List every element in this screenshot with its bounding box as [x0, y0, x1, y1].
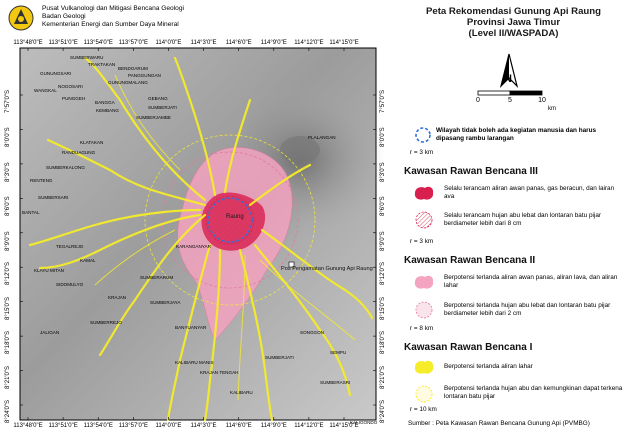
scale-tick-10: 10 — [538, 97, 546, 104]
coord-left-label: 8°0'0"S — [5, 127, 11, 148]
krb2-item-1: Berpotensi terlanda aliran awan panas, aliran lava, dan aliran lahar — [444, 274, 618, 289]
krb1-title: Kawasan Rawan Bencana I — [404, 342, 533, 353]
coord-bottom-label: 113°54'0"E — [83, 423, 113, 429]
place-label: SUMBERARUM — [140, 275, 174, 280]
place-label: SUMBERKALONG — [46, 165, 85, 170]
place-label: SUMBERREJO — [90, 320, 122, 325]
place-label: PLALANGAN — [308, 135, 336, 140]
map-title-line-1: Peta Rekomendasi Gunung Api Raung — [425, 6, 601, 17]
place-label: RANDUAGUNG — [62, 150, 96, 155]
coord-left-label: 8°24'0"S — [5, 399, 11, 423]
place-label: SUMBERJAMBE — [136, 115, 171, 120]
coord-right-label: 8°12'0"S — [380, 262, 386, 286]
place-label: KEMBANG — [96, 108, 119, 113]
coord-left-label: 8°3'0"S — [5, 162, 11, 182]
krb3-item-1: Selalu terancam aliran awan panas, gas beracun, dan lairan ava — [444, 185, 615, 200]
coord-top-label: 114°9'0"E — [260, 40, 287, 46]
place-label: RENTENG — [30, 178, 53, 183]
scale-tick-5: 5 — [508, 97, 512, 104]
place-label: KALIGONDO — [350, 420, 378, 425]
krb2-ash-swatch — [414, 300, 434, 320]
restricted-zone-swatch — [414, 126, 432, 144]
krb3-flow-swatch — [412, 184, 436, 202]
place-label: NOGOSARI — [58, 84, 83, 89]
krb1-item-2: Berpotensi terlanda hujan abu dan kemungkinan dapat terkena lontaran batu pijar — [444, 385, 623, 400]
coord-right-label: 8°18'0"S — [380, 331, 386, 355]
agency-line-3: Kementerian Energi dan Sumber Daya Mineral — [42, 21, 179, 28]
krb2-radius: r = 8 km — [410, 325, 434, 332]
place-label: BENDOARUM — [118, 66, 148, 71]
coord-left-label: 8°12'0"S — [5, 262, 11, 286]
esdm-logo-icon — [6, 4, 36, 32]
coord-right-label: 8°15'0"S — [380, 296, 386, 320]
place-label: SUMBERASRI — [320, 380, 351, 385]
coord-top-label: 114°12'0"E — [294, 40, 324, 46]
place-label: PANGGUNGAN — [128, 73, 161, 78]
coord-top-label: 113°51'0"E — [48, 40, 78, 46]
place-label: SUMBERJATI — [265, 355, 294, 360]
coord-left-label: 8°18'0"S — [5, 331, 11, 355]
place-label: KAMAL — [80, 258, 96, 263]
place-label: PUNGGEH — [62, 96, 86, 101]
scale-unit: km — [548, 106, 556, 112]
place-label: GUNUNGSARI — [40, 71, 72, 76]
coord-left-label: 8°9'0"S — [5, 231, 11, 251]
place-label: SUMBERSARI — [38, 195, 69, 200]
krb3-ring — [206, 196, 254, 244]
coord-right-label: 8°3'0"S — [380, 162, 386, 182]
krb1-ash-swatch — [414, 384, 434, 404]
krb3-item-2: Selalu terancam hujan abu lebat dan lontaran batu pijar berdiameter lebih dari 8 cm — [444, 212, 602, 227]
coord-right-label: 7°57'0"S — [380, 89, 386, 113]
place-label: GUNUNGMALANG — [108, 80, 148, 85]
place-label: WANGKAL — [34, 88, 57, 93]
place-label: TRAKTAKAN — [88, 62, 116, 67]
krb3-title: Kawasan Rawan Bencana III — [404, 166, 538, 177]
place-label: JALIGAN — [40, 330, 60, 335]
place-label: BANYUANYAR — [175, 325, 207, 330]
krb1-flow-swatch — [412, 358, 436, 376]
agency-line-1: Pusat Vulkanologi dan Mitigasi Bencana Geologi — [42, 5, 184, 12]
coord-bottom-label: 114°6'0"E — [225, 423, 252, 429]
coord-right-label: 8°24'0"S — [380, 399, 386, 423]
coord-left-label: 8°21'0"S — [5, 365, 11, 389]
coord-right-label: 8°6'0"S — [380, 196, 386, 217]
place-label: SUMBERJAYA — [150, 300, 181, 305]
place-label: SUMBERJATI — [148, 105, 177, 110]
coord-top-label: 113°57'0"E — [118, 40, 148, 46]
place-label: SUMBERWARU — [70, 55, 104, 60]
coord-bottom-label: 113°51'0"E — [48, 423, 78, 429]
place-label: GEBANG — [148, 96, 168, 101]
coord-bottom-label: 114°15'0"E — [329, 423, 359, 429]
coord-left-label: 8°15'0"S — [5, 296, 11, 320]
coord-top-label: 114°3'0"E — [190, 40, 217, 46]
place-label: SIDOMULYO — [56, 282, 84, 287]
restricted-zone-text: Wilayah tidak boleh ada kegiatan manusia dan harus dipasang rambu larangan — [436, 127, 597, 142]
krb3-ash-swatch — [414, 210, 434, 230]
coord-bottom-label: 114°9'0"E — [260, 423, 287, 429]
place-label: KRAJAN TENGAH — [200, 370, 239, 375]
place-label: BANTAL — [22, 210, 40, 215]
scale-tick-0: 0 — [476, 97, 480, 104]
place-label: BANGGA — [95, 100, 115, 105]
coord-bottom-label: 114°12'0"E — [294, 423, 324, 429]
place-label: KRAJAN — [108, 295, 127, 300]
place-label: SEMPU — [330, 350, 347, 355]
coord-bottom-label: 113°57'0"E — [118, 423, 148, 429]
map-title-line-3: (Level II/WASPADA) — [468, 28, 559, 39]
place-label: KALIBARU MANIS — [175, 360, 214, 365]
north-label: N — [504, 73, 512, 85]
coord-bottom-label: 114°0'0"E — [155, 423, 182, 429]
place-label: SONGGON — [300, 330, 324, 335]
coord-left-label: 7°57'0"S — [5, 89, 11, 113]
place-label: TEGALREJO — [56, 244, 84, 249]
map-title-line-2: Provinsi Jawa Timur — [466, 17, 561, 28]
coord-right-label: 8°21'0"S — [380, 365, 386, 389]
coord-top-label: 114°0'0"E — [155, 40, 182, 46]
coord-bottom-label: 113°48'0"E — [13, 423, 43, 429]
coord-bottom-label: 114°3'0"E — [190, 423, 217, 429]
krb2-flow-swatch — [412, 273, 436, 291]
krb3-radius: r = 3 km — [410, 238, 434, 245]
ijen-caldera — [280, 136, 320, 164]
volcano-label: Raung — [226, 214, 244, 220]
krb2-title: Kawasan Rawan Bencana II — [404, 255, 536, 266]
restricted-radius: r = 3 km — [410, 149, 434, 156]
coord-left-label: 8°6'0"S — [5, 196, 11, 217]
agency-line-2: Badan Geologi — [42, 13, 86, 20]
coord-top-label: 113°48'0"E — [13, 40, 43, 46]
coord-right-label: 8°0'0"S — [380, 127, 386, 148]
header — [0, 0, 400, 36]
place-label: KLAYU MITAN — [34, 268, 64, 273]
coord-top-label: 114°6'0"E — [225, 40, 252, 46]
post-label: Pos Pengamatan Gunung Api Raung — [281, 266, 373, 272]
coord-top-label: 113°54'0"E — [83, 40, 113, 46]
place-label: KARANGANYAR — [176, 244, 211, 249]
krb1-radius: r = 10 km — [410, 406, 437, 413]
coord-top-label: 114°15'0"E — [329, 40, 359, 46]
legend-panel — [400, 0, 627, 444]
place-label: KALIBARU — [230, 390, 253, 395]
krb2-item-2: Berpotensi terlanda hujan abu lebat dan lontaran batu pijar berdiameter lebih dari 2 cm — [444, 302, 611, 317]
krb1-item-1: Berpotensi terlanda aliran lahar — [444, 363, 533, 370]
coord-right-label: 8°9'0"S — [380, 231, 386, 251]
place-label: KLATAKAN — [80, 140, 104, 145]
source-note: Sumber : Peta Kawasan Rawan Bencana Gunung Api (PVMBG) — [408, 420, 590, 427]
